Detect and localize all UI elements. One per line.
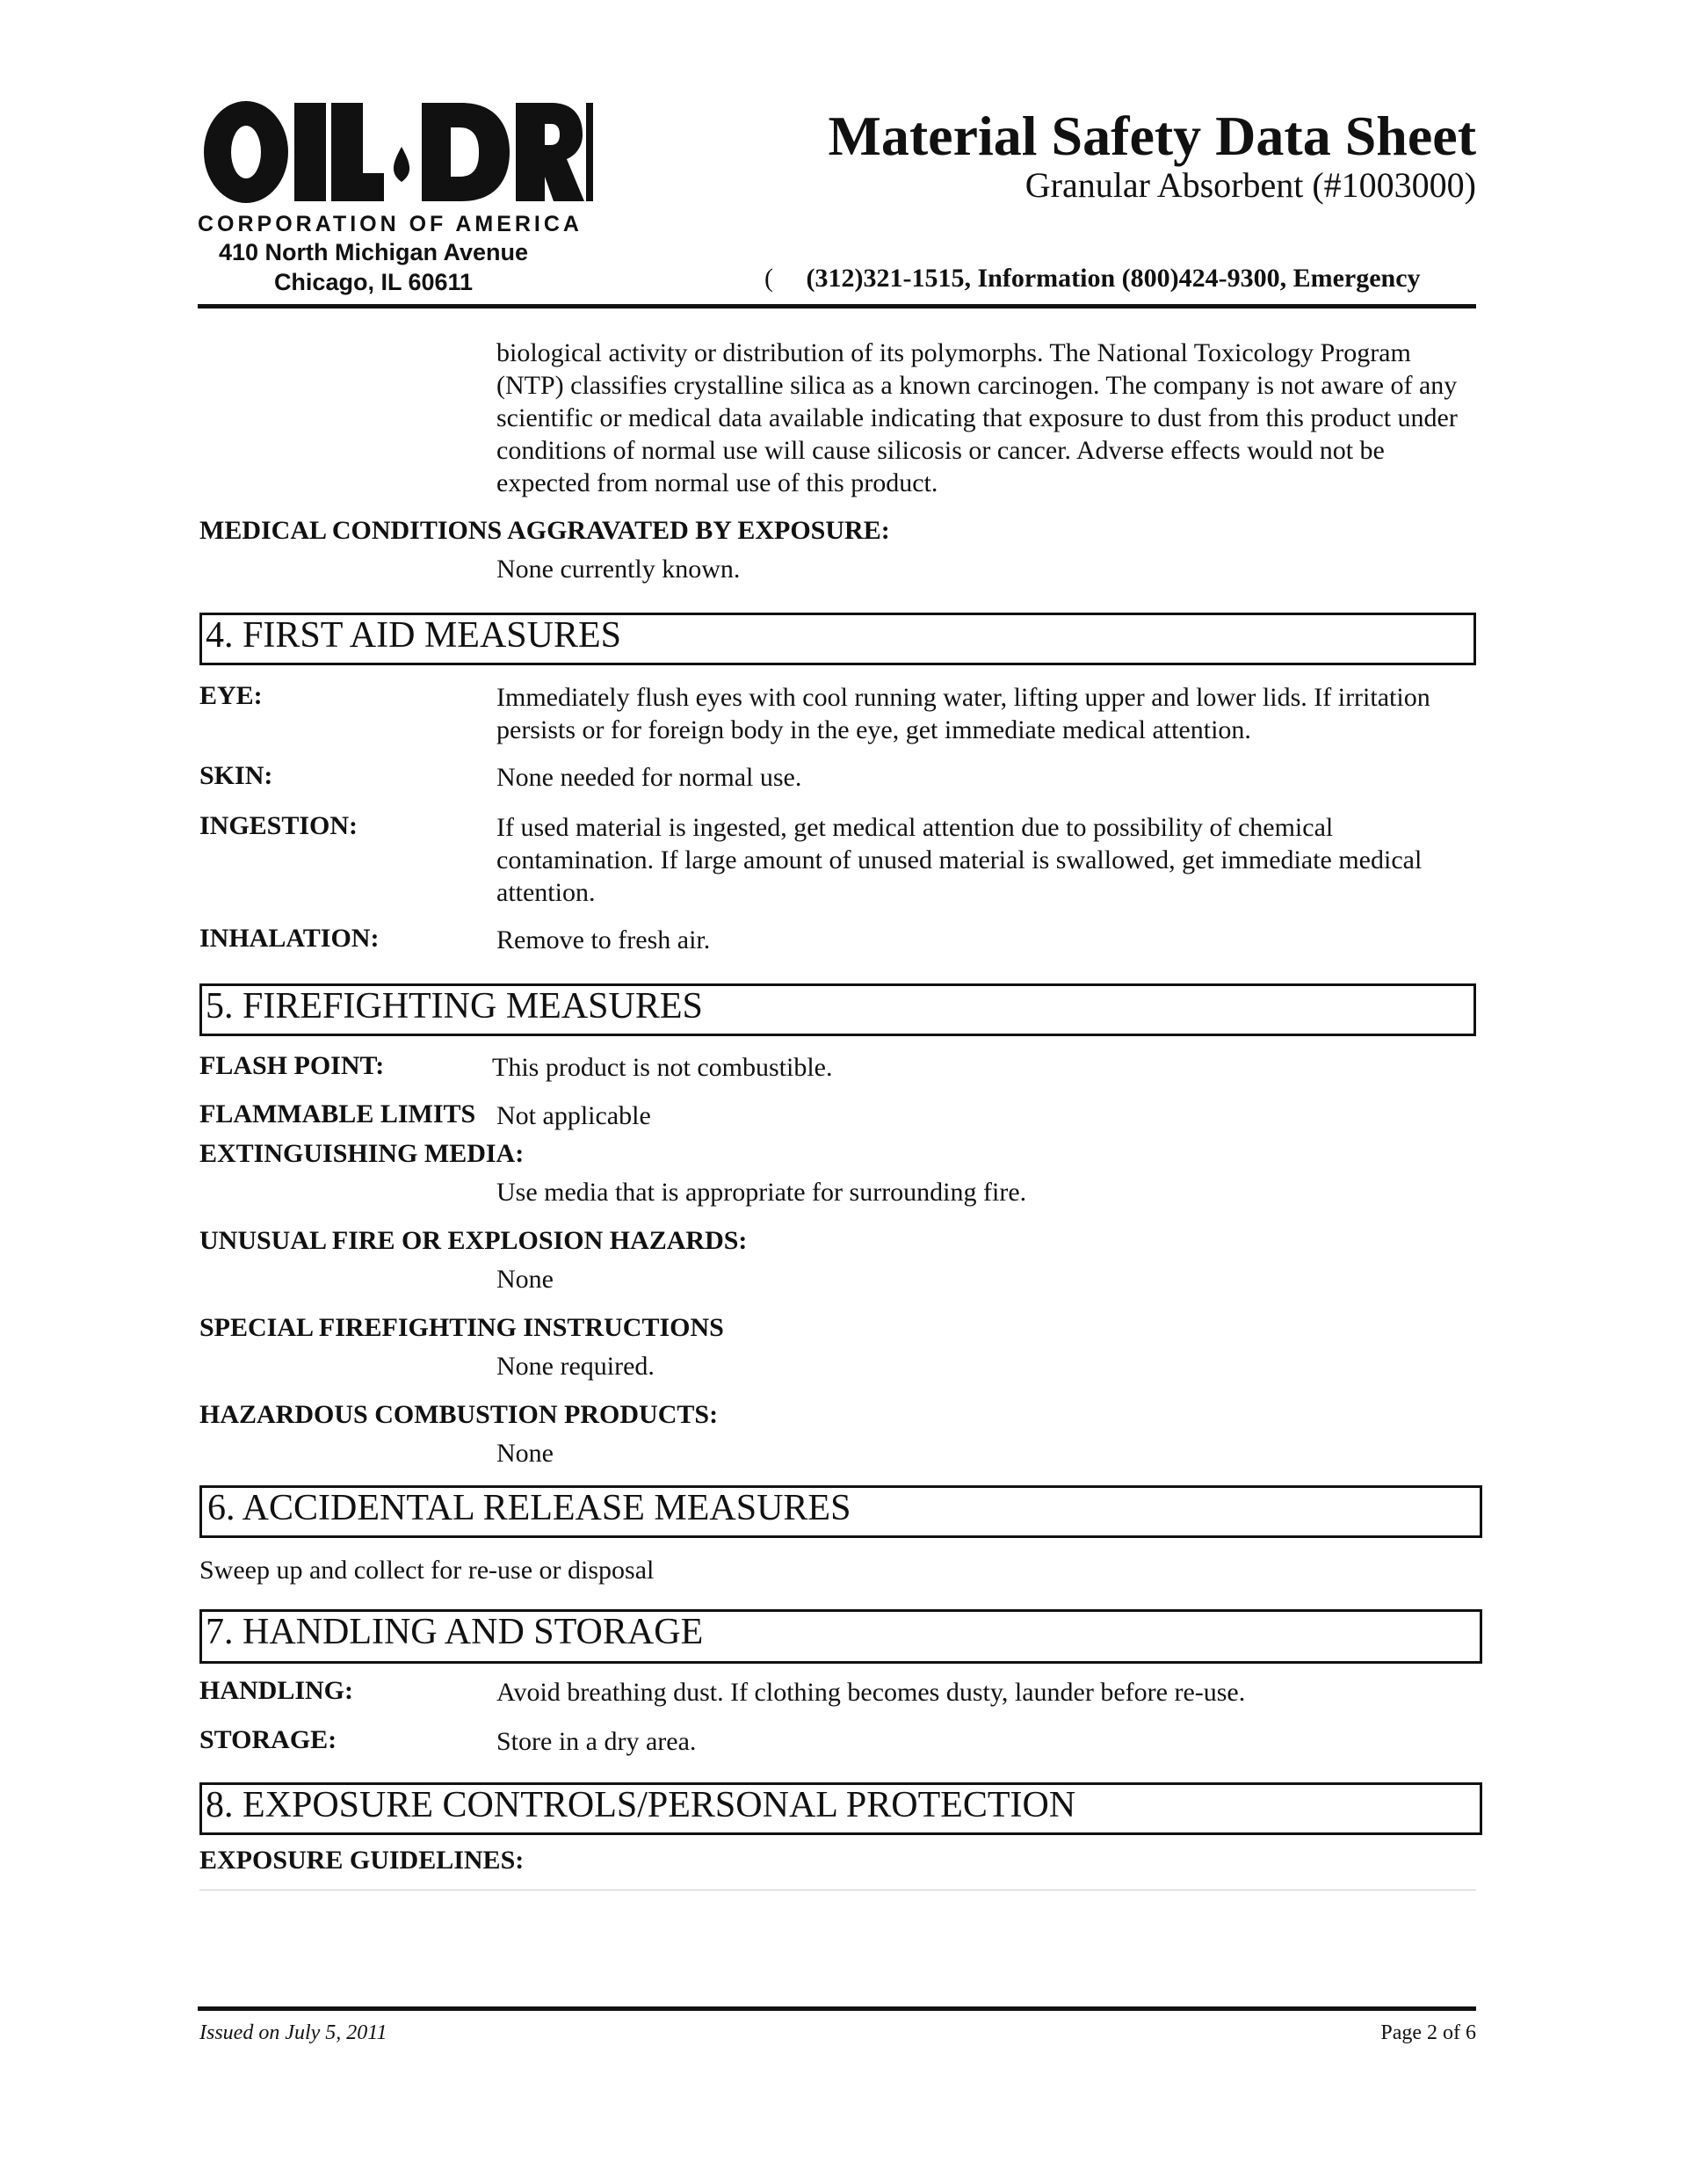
document-subtitle: Granular Absorbent (#1003000) (1025, 165, 1476, 205)
header-divider (198, 304, 1476, 308)
flash-point-label: FLASH POINT: (199, 1051, 385, 1080)
combustion-products-label: HAZARDOUS COMBUSTION PRODUCTS: (199, 1400, 719, 1429)
phone-numbers (764, 264, 1421, 294)
storage-label: STORAGE: (199, 1725, 337, 1754)
section-7-heading: 7. HANDLING AND STORAGE (199, 1609, 1482, 1664)
flammable-limits-label: FLAMMABLE LIMITS (199, 1099, 476, 1128)
flash-point-value: This product is not combustible. (492, 1053, 833, 1082)
footer-divider (198, 2006, 1476, 2011)
handling-label: HANDLING: (199, 1676, 354, 1705)
skin-label: SKIN: (199, 761, 273, 790)
ingestion-label: INGESTION: (199, 811, 358, 840)
medical-conditions-label: MEDICAL CONDITIONS AGGRAVATED BY EXPOSURE: (199, 516, 890, 545)
section-6-heading: 6. ACCIDENTAL RELEASE MEASURES (199, 1485, 1482, 1538)
special-instructions-value: None required. (496, 1352, 655, 1381)
address-line-2: Chicago, IL 60611 (273, 269, 474, 295)
section-8-heading: 8. EXPOSURE CONTROLS/PERSONAL PROTECTION (199, 1782, 1482, 1835)
page-number: Page 2 of 6 (1380, 2021, 1476, 2044)
issue-date: Issued on July 5, 2011 (199, 2021, 387, 2044)
skin-value: None needed for normal use. (496, 763, 802, 792)
exposure-guidelines-label: EXPOSURE GUIDELINES: (199, 1846, 525, 1875)
eye-value: Immediately flush eyes with cool running water, lifting upper and lower lids. If irritation persists or for foreign body in the eye, get immediate medical attention. (496, 683, 1430, 744)
oil-dri-logo-icon (198, 92, 593, 207)
extinguishing-media-value: Use media that is appropriate for surrounding fire. (496, 1178, 1027, 1207)
phone-paren: ( (764, 264, 773, 293)
flammable-limits-value: Not applicable (496, 1101, 651, 1130)
document-title: Material Safety Data Sheet (828, 105, 1476, 167)
eye-label: EYE: (199, 681, 263, 710)
extinguishing-media-label: EXTINGUISHING MEDIA: (199, 1139, 525, 1168)
section-4-heading: 4. FIRST AID MEASURES (199, 613, 1476, 665)
address-line-1: 410 North Michigan Avenue (218, 239, 529, 265)
storage-value: Store in a dry area. (496, 1727, 697, 1756)
inhalation-label: INHALATION: (199, 924, 380, 953)
accidental-release-text: Sweep up and collect for re-use or disposal (199, 1556, 655, 1585)
unusual-hazards-value: None (496, 1265, 554, 1294)
ingestion-value: If used material is ingested, get medical attention due to possibility of chemical contamination. If large amount of unused material is swallowed, get immediate medical attention. (496, 813, 1423, 907)
combustion-products-value: None (496, 1439, 554, 1468)
medical-conditions-value: None currently known. (496, 555, 741, 584)
special-instructions-label: SPECIAL FIREFIGHTING INSTRUCTIONS (199, 1313, 724, 1342)
section-5-heading: 5. FIREFIGHTING MEASURES (199, 983, 1476, 1036)
unusual-hazards-label: UNUSUAL FIRE OR EXPLOSION HAZARDS: (199, 1226, 748, 1255)
continuation-paragraph: biological activity or distribution of its polymorphs. The National Toxicology Program (NTP) classifies crystalline silica as a known carcinogen. The company is not aware of any scientific or medical data available indicating that exposure to dust from this product under conditions of normal use will cause silicosis or cancer. Adverse effects would not be expected from normal use of this product. (496, 338, 1458, 497)
inhalation-value: Remove to fresh air. (496, 925, 711, 954)
phone-text: (312)321-1515, Information (800)424-9300, Emergency (806, 264, 1421, 293)
handling-value: Avoid breathing dust. If clothing becomes dusty, launder before re-use. (496, 1678, 1246, 1707)
logo-company-name: CORPORATION OF AMERICA (198, 212, 583, 236)
company-logo (198, 92, 593, 297)
